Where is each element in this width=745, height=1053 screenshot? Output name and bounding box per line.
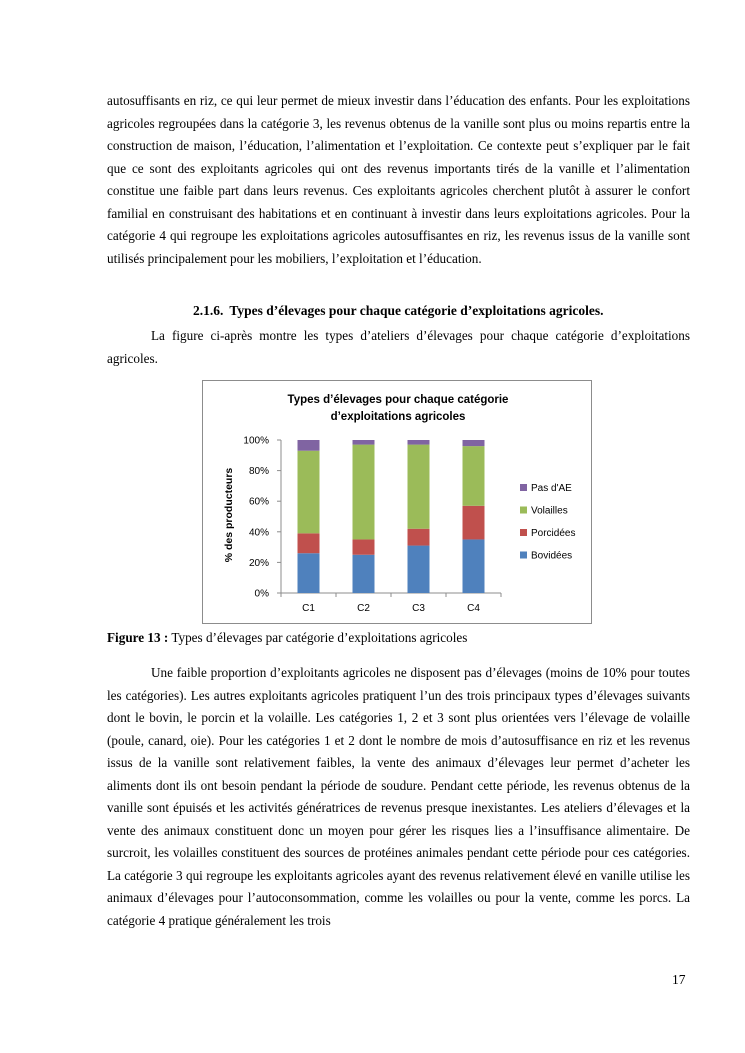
page-number: 17 — [672, 972, 686, 987]
chart-title-line-2: d’exploitations agricoles — [330, 411, 466, 423]
paragraph-figure-intro: La figure ci-après montre les types d’ateliers d’élevages pour chaque catégorie d’exploitations agricoles. — [107, 328, 690, 366]
bar-segment-bovid-es-c2 — [353, 555, 375, 593]
figure-caption — [107, 630, 467, 646]
bar-segment-volailles-c4 — [463, 446, 485, 506]
bar-segment-volailles-c2 — [353, 445, 375, 540]
y-axis-label: % des producteurs — [223, 467, 235, 563]
section-number: 2.1.6. — [193, 303, 224, 318]
y-tick-label: 100% — [243, 435, 269, 447]
y-tick-label: 20% — [248, 557, 269, 569]
y-tick-label: 0% — [254, 588, 269, 600]
chart-title-line-1: Types d’élevages pour chaque catégorie — [287, 394, 509, 406]
x-tick-label: C2 — [357, 603, 370, 614]
legend-swatch — [520, 507, 527, 514]
legend-label: Pas d'AE — [531, 483, 572, 494]
paragraph-analysis: Une faible proportion d’exploitants agricoles ne disposent pas d’élevages (moins de 10% pour toutes les catégories). Les autres exploitants agricoles pratiquent l’un des trois principaux types d’élevages suivants dont le bovin, le porcin et la volaille. Les catégories 1, 2 et 3 sont plus orientées vers l’élevage de volaille (poule, canard, oie). Pour les catégories 1 et 2 dont le nombre de mois d’autosuffisance en riz et les revenus issus de la vanille sont relativement faibles, la vente des animaux d’élevages leur permet d’acheter les aliments dont ils ont besoin pendant la période de soudure. Pendant cette période, les revenus obtenus de la vanille sont épuisés et les activités génératrices de revenus presque inexistantes. Les ateliers d’élevages et la vente des animaux constituent donc un moyen pour gérer les risques lies a l’insuffisance alimentaire. De surcroit, les volailles constituent des sources de protéines animales pendant cette période pour ces catégories. La catégorie 3 qui regroupe les exploitants agricoles ayant des revenus relativement élevé en vanille utilise les animaux d’élevages pour l’autoconsommation, comme les volailles ou pour la vente, comme les porcs. La catégorie 4 pratique généralement les trois — [107, 665, 690, 928]
figure-caption-label: Figure 13 : — [107, 630, 169, 645]
bar-segment-pas-d-ae-c2 — [353, 440, 375, 445]
figure-caption-text: Types d’élevages par catégorie d’exploitations agricoles — [168, 630, 468, 645]
bar-segment-pas-d-ae-c3 — [408, 440, 430, 445]
bar-segment-bovid-es-c4 — [463, 539, 485, 593]
bar-segment-volailles-c1 — [298, 451, 320, 534]
legend-label: Bovidées — [531, 550, 573, 562]
legend-swatch — [520, 552, 527, 559]
section-heading — [193, 303, 603, 319]
bar-segment-bovid-es-c3 — [408, 546, 430, 593]
bar-segment-porcid-es-c1 — [298, 533, 320, 553]
y-tick-label: 60% — [248, 496, 269, 508]
x-tick-label: C4 — [467, 603, 480, 614]
bar-segment-bovid-es-c1 — [298, 553, 320, 593]
x-tick-label: C1 — [302, 603, 315, 614]
x-tick-label: C3 — [412, 603, 425, 614]
bar-segment-pas-d-ae-c1 — [298, 440, 320, 451]
bar-segment-porcid-es-c4 — [463, 506, 485, 540]
section-title: Types d’élevages pour chaque catégorie d’exploitations agricoles. — [229, 303, 604, 318]
legend-swatch — [520, 529, 527, 536]
bar-segment-volailles-c3 — [408, 445, 430, 529]
paragraph-continuation: autosuffisants en riz, ce qui leur permet de mieux investir dans l’éducation des enfants. Pour les exploitations agricoles regroupées dans la catégorie 3, les revenus obtenus de la vanille sont plus ou moins repartis entre la construction de maison, l’éducation, l’alimentation et l’exploitation. Ce contexte peut s’expliquer par le fait que ce sont des exploitants agricoles qui ont des revenus importants tirés de la vanille et l’alimentation constitue une faible part dans leurs revenus. Ces exploitants agricoles cherchent plutôt à assurer le confort familial en construisant des habitations et en continuant à investir dans leurs exploitations agricoles. Pour la catégorie 4 qui regroupe les exploitations agricoles autosuffisantes en riz, les revenus issus de la vanille sont utilisés principalement pour les mobiliers, l’exploitation et l’éducation. — [107, 93, 690, 266]
y-tick-label: 40% — [248, 527, 269, 539]
bar-segment-porcid-es-c3 — [408, 529, 430, 546]
legend-label: Porcidées — [531, 528, 576, 539]
bar-segment-porcid-es-c2 — [353, 539, 375, 554]
legend-label: Volailles — [531, 505, 568, 517]
chart-frame — [202, 380, 592, 624]
stacked-bar-chart — [203, 381, 593, 625]
y-tick-label: 80% — [248, 466, 269, 478]
legend-swatch — [520, 484, 527, 491]
bar-segment-pas-d-ae-c4 — [463, 440, 485, 446]
